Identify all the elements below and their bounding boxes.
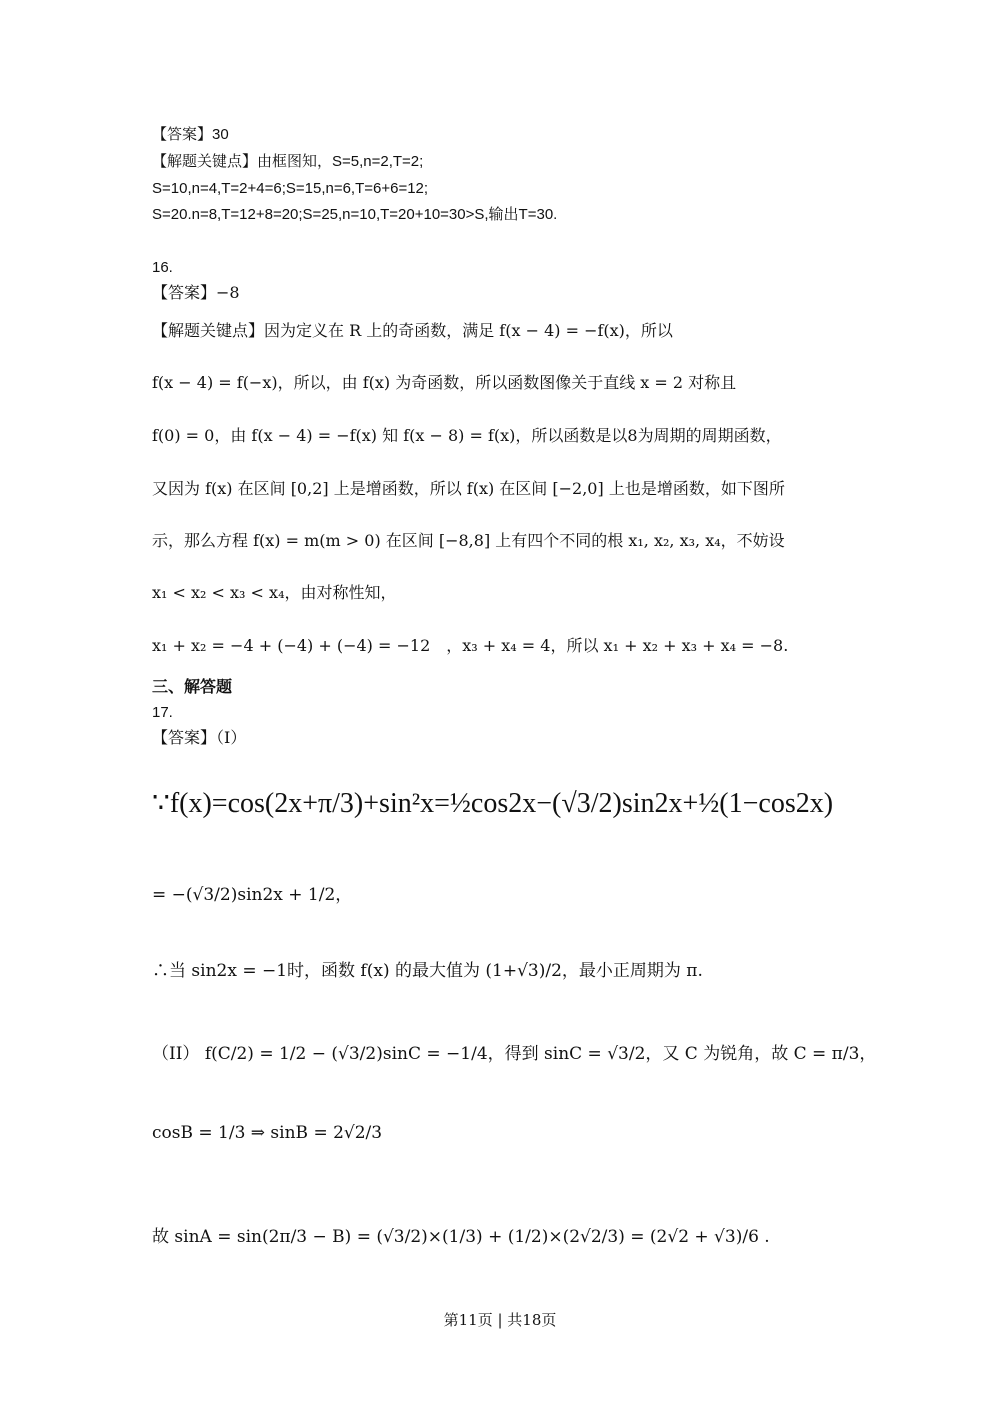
- q16-number: 16.: [152, 259, 173, 276]
- q16-line-3: f(0) = 0，由 f(x − 4) = −f(x) 知 f(x − 8) = f(x)，所以函数是以8为周期的周期函数，: [152, 426, 782, 445]
- q17-number: 17.: [152, 704, 173, 721]
- q17-formula-4: （II） f(C/2) = 1/2 − (√3/2)sinC = −1/4，得到 sinC = √3/2，又 C 为锐角，故 C = π/3，: [152, 1044, 877, 1064]
- q17-formula-2: = −(√3/2)sin2x + 1/2，: [152, 885, 353, 905]
- q17-formula-5: cosB = 1/3 ⇒ sinB = 2√2/3: [152, 1123, 383, 1143]
- q16-line-4: 又因为 f(x) 在区间 [0,2] 上是增函数，所以 f(x) 在区间 [−2,0] 上也是增函数，如下图所: [152, 479, 785, 498]
- q17-formula-6: 故 sinA = sin(2π/3 − B) = (√3/2)×(1/3) + (1/2)×(2√2/3) = (2√2 + √3)/6 .: [152, 1227, 770, 1247]
- q16-line-1: 【解题关键点】因为定义在 R 上的奇函数，满足 f(x − 4) = −f(x)，所以: [152, 321, 673, 340]
- page-footer: 第11页 | 共18页: [443, 1311, 557, 1329]
- q16-answer: 【答案】−8: [152, 283, 240, 302]
- q17-formula-3: ∴当 sin2x = −1时，函数 f(x) 的最大值为 (1+√3)/2，最小正周期为 π.: [152, 961, 703, 981]
- q15-key-point: 【解题关键点】由框图知，S=5,n=2,T=2;: [152, 153, 424, 170]
- q17-answer: 【答案】（I）: [152, 728, 247, 747]
- q16-line-5: 示，那么方程 f(x) = m(m > 0) 在区间 [−8,8] 上有四个不同的根 x₁, x₂, x₃, x₄，不妨设: [152, 531, 785, 550]
- section-3-heading: 三、解答题: [152, 677, 233, 696]
- q15-line-3: S=20.n=8,T=12+8=20;S=25,n=10,T=20+10=30>S,输出T=30.: [152, 206, 558, 223]
- q16-line-7: x₁ + x₂ = −4 + (−4) + (−4) = −12 ，x₃ + x₄ = 4，所以 x₁ + x₂ + x₃ + x₄ = −8.: [152, 636, 789, 655]
- q15-line-2: S=10,n=4,T=2+4=6;S=15,n=6,T=6+6=12;: [152, 180, 429, 197]
- q15-answer: 【答案】30: [152, 126, 229, 143]
- q16-line-2: f(x − 4) = f(−x)，所以，由 f(x) 为奇函数，所以函数图像关于直线 x = 2 对称且: [152, 373, 737, 392]
- q16-line-6: x₁ < x₂ < x₃ < x₄，由对称性知，: [152, 583, 397, 602]
- q17-formula-1: ∵f(x)=cos(2x+π/3)+sin²x=½cos2x−(√3/2)sin2x+½(1−cos2x): [152, 788, 834, 819]
